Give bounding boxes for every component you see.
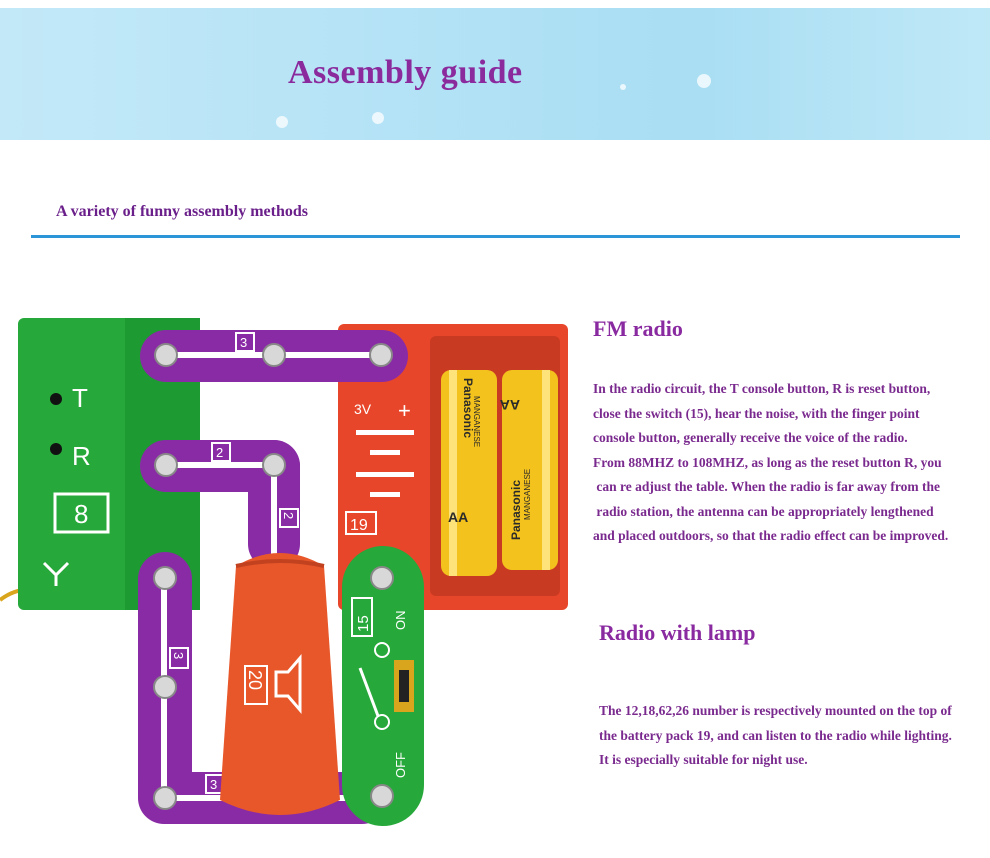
cell-1-size: AA — [448, 509, 469, 525]
decor-bubble — [372, 112, 384, 124]
text-line: It is especially suitable for night use. — [599, 752, 808, 767]
page-title: Assembly guide — [288, 54, 523, 91]
section-text-fm-radio — [593, 377, 948, 549]
wire-top — [140, 330, 408, 382]
switch-module — [342, 546, 424, 826]
cell-2-brand: Panasonic — [509, 479, 523, 540]
speaker-module — [220, 553, 340, 815]
battery-cell-2 — [500, 370, 558, 570]
switch-number: 15 — [355, 615, 372, 632]
wire-top-number: 3 — [240, 335, 248, 350]
battery-plus: + — [398, 398, 411, 423]
cell-2-size: AA — [499, 397, 520, 413]
switch-on-label: ON — [393, 610, 408, 630]
section-text-radio-lamp — [599, 699, 952, 773]
text-line: radio station, the antenna can be appropriately lengthened — [593, 503, 934, 519]
wire-bottom-number: 3 — [210, 777, 218, 792]
radio-r-label: R — [72, 441, 91, 471]
section-subtitle: A variety of funny assembly methods — [56, 203, 309, 220]
decor-bubble — [620, 84, 626, 90]
battery-number: 19 — [350, 517, 368, 534]
circuit-illustration — [0, 310, 580, 830]
cell-1-brand: Panasonic — [461, 378, 475, 439]
divider — [31, 235, 960, 238]
text-line: The 12,18,62,26 number is respectively mounted on the top of — [599, 703, 952, 718]
section-heading-radio-lamp: Radio with lamp — [599, 620, 756, 645]
text-line: the battery pack 19, and can listen to the radio while lighting. — [599, 727, 952, 743]
radio-t-label: T — [72, 383, 88, 413]
wire-mid-number: 2 — [216, 445, 224, 460]
switch-off-label: OFF — [393, 752, 408, 778]
cell-1-type: MANGANESE — [472, 396, 481, 448]
text-line: From 88MHZ to 108MHZ, as long as the reset button R, you — [593, 454, 942, 470]
decor-bubble — [276, 116, 288, 128]
radio-number: 8 — [74, 499, 89, 529]
text-line: console button, generally receive the voice of the radio. — [593, 430, 908, 445]
decor-bubble — [697, 74, 711, 88]
text-line: and placed outdoors, so that the radio effect can be improved. — [593, 528, 949, 543]
text-line: can re adjust the table. When the radio is far away from the — [593, 479, 940, 494]
cell-2-type: MANGANESE — [523, 468, 532, 520]
section-heading-fm-radio: FM radio — [593, 316, 683, 341]
text-line: In the radio circuit, the T console button, R is reset button, — [593, 381, 931, 396]
wire-mid-vert-number: 2 — [281, 512, 296, 520]
battery-cell-1 — [441, 370, 497, 576]
wire-left-number: 3 — [171, 652, 186, 660]
text-line: close the switch (15), hear the noise, with the finger point — [593, 405, 920, 421]
speaker-number: 20 — [245, 670, 265, 691]
battery-voltage: 3V — [354, 401, 372, 417]
